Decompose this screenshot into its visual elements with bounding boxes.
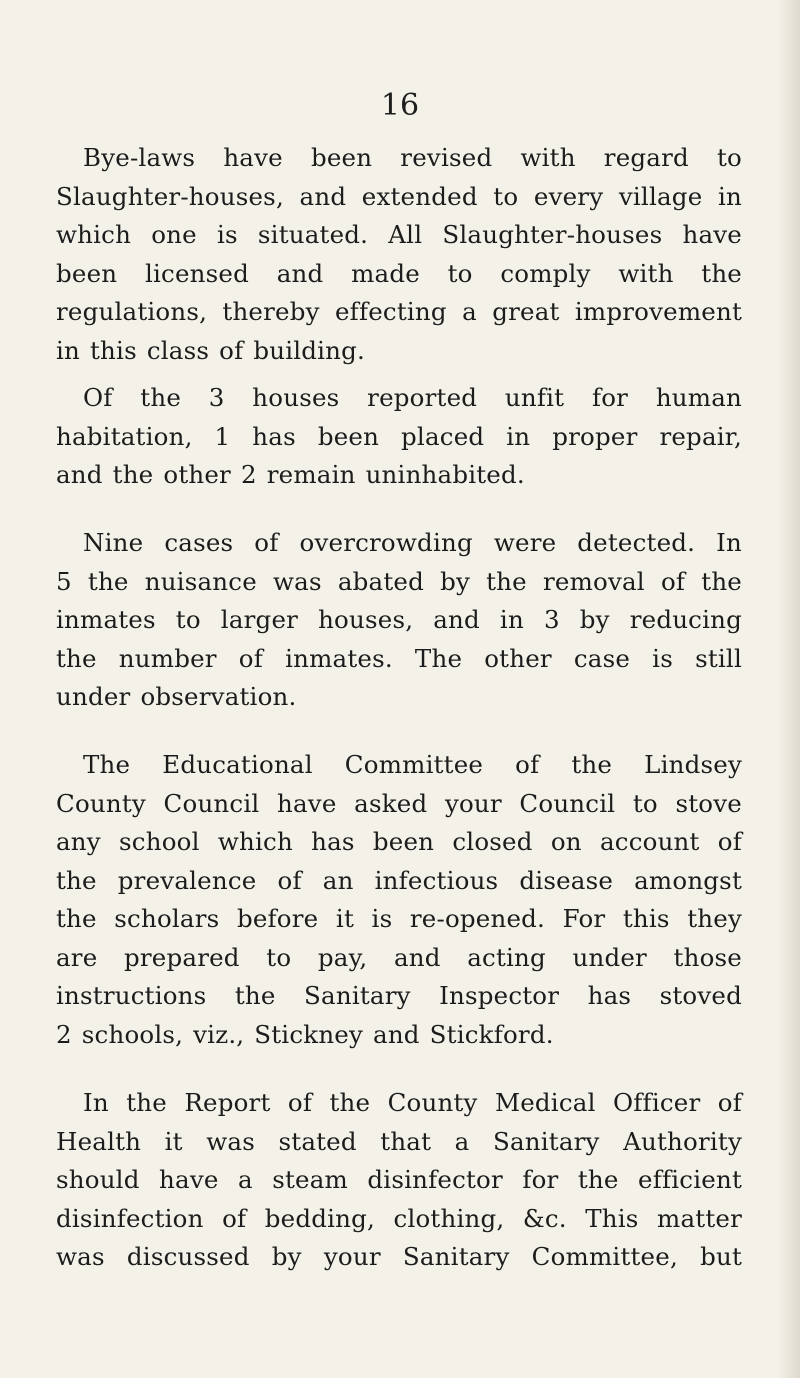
text-line: regulations, thereby effecting a great improvement (56, 297, 742, 326)
text-line: The Educational Committee of the Lindsey (83, 750, 742, 779)
text-line: County Council have asked your Council to stove (56, 788, 742, 818)
text-line: disinfection of bedding, clothing, &c. This matter (56, 1203, 742, 1233)
text-line: in this class of building. (56, 335, 366, 365)
paragraph-steam-disinfector (56, 1084, 742, 1277)
text-line: under observation. (56, 682, 297, 711)
paragraph-unfit-houses (56, 379, 742, 495)
page-edge-shadow (778, 0, 800, 1378)
text-line: Health it was stated that a Sanitary Authority (56, 1126, 742, 1156)
text-line: habitation, 1 has been placed in proper repair, (56, 421, 742, 451)
paragraph-overcrowding (56, 524, 742, 717)
text-line: Of the 3 houses reported unfit for human (83, 383, 742, 412)
paragraph-slaughter-houses (56, 139, 742, 370)
text-line: should have a steam disinfector for the efficient (56, 1165, 742, 1194)
text-line: the prevalence of an infectious disease amongst (56, 865, 742, 895)
text-line: and the other 2 remain uninhabited. (56, 460, 525, 489)
text-line: 2 schools, viz., Stickney and Stickford. (56, 1019, 554, 1049)
text-line: the scholars before it is re-opened. For this they (56, 904, 742, 933)
text-line: was discussed by your Sanitary Committee, but (56, 1242, 742, 1271)
text-line: been licensed and made to comply with the (56, 258, 742, 288)
text-line: 5 the nuisance was abated by the removal of the (56, 566, 742, 596)
text-line: instructions the Sanitary Inspector has stoved (56, 981, 742, 1010)
text-line: are prepared to pay, and acting under those (56, 942, 742, 972)
text-line: Slaughter-houses, and extended to every village in (56, 181, 742, 211)
page-number: 16 (380, 88, 420, 123)
text-line: Bye-laws have been revised with regard to (83, 143, 742, 172)
text-line: inmates to larger houses, and in 3 by reducing (56, 605, 742, 634)
text-line: the number of inmates. The other case is still (56, 643, 742, 673)
text-line: In the Report of the County Medical Officer of (83, 1088, 742, 1117)
paragraph-educational-committee (56, 746, 742, 1054)
text-line: any school which has been closed on account of (56, 827, 742, 856)
text-line: Nine cases of overcrowding were detected. In (83, 528, 742, 557)
text-line: which one is situated. All Slaughter-houses have (56, 220, 742, 249)
